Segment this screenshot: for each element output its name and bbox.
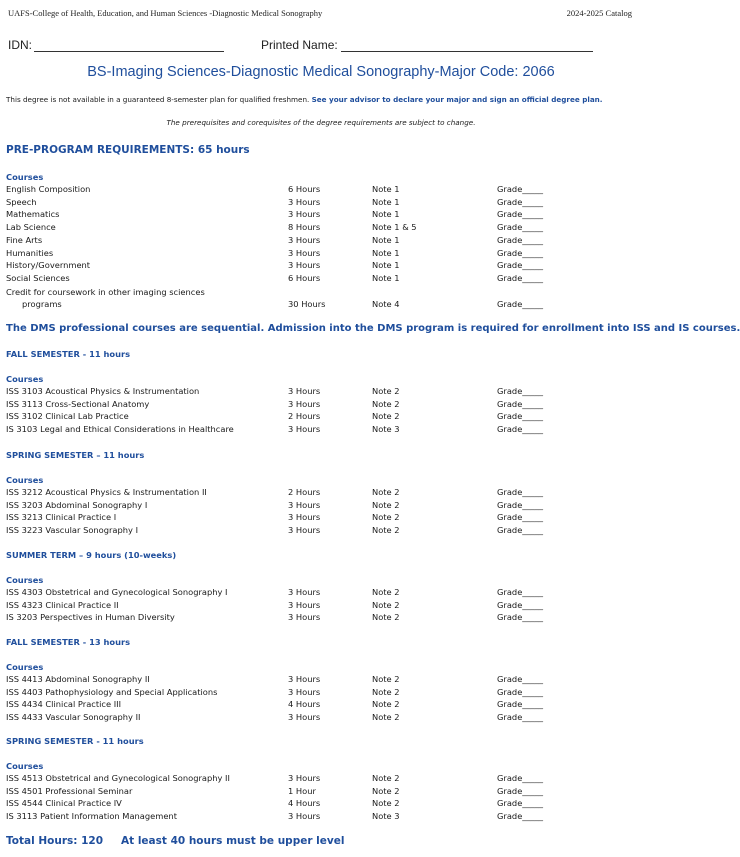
grade-blank: Grade_____ — [497, 247, 544, 258]
printed-name-blank — [341, 51, 593, 52]
course-name: ISS 4403 Pathophysiology and Special Applications — [6, 686, 218, 697]
grade-blank: Grade_____ — [497, 424, 544, 435]
course-hours: 3 Hours — [288, 525, 321, 536]
table-row — [0, 386, 642, 399]
course-hours: 3 Hours — [288, 386, 321, 396]
total-hours: Total Hours: 120 — [6, 835, 104, 847]
table-row — [0, 184, 642, 197]
course-hours: 3 Hours — [288, 209, 321, 220]
grade-blank: Grade_____ — [497, 499, 544, 510]
course-hours: 3 Hours — [288, 512, 321, 523]
grade-blank: Grade_____ — [497, 612, 544, 623]
course-hours: 3 Hours — [288, 773, 321, 783]
grade-blank: Grade_____ — [497, 674, 544, 684]
grade-blank: Grade_____ — [497, 398, 544, 409]
page-title: BS-Imaging Sciences-Diagnostic Medical Sonography-Major Code: 2066 — [87, 64, 555, 80]
course-hours: 3 Hours — [288, 712, 321, 723]
semester-heading: SPRING SEMESTER - 11 hours — [6, 736, 144, 746]
course-note: Note 2 — [372, 798, 400, 809]
grade-blank: Grade_____ — [497, 184, 544, 194]
grade-blank: Grade_____ — [497, 272, 544, 283]
courses-label: Courses — [6, 172, 44, 182]
course-note: Note 2 — [372, 386, 400, 396]
course-hours: 3 Hours — [288, 247, 321, 258]
course-hours: 3 Hours — [288, 398, 321, 409]
grade-blank: Grade_____ — [497, 686, 544, 697]
course-note: Note 2 — [372, 773, 400, 783]
course-hours: 2 Hours — [288, 411, 321, 422]
course-hours: 3 Hours — [288, 499, 321, 510]
table-row — [0, 248, 642, 261]
table-row — [0, 587, 642, 600]
course-hours: 3 Hours — [288, 612, 321, 623]
subject-to-change-note: The prerequisites and corequisites of the degree requirements are subject to change. — [166, 118, 476, 127]
grade-blank: Grade_____ — [497, 512, 544, 523]
table-row — [0, 786, 642, 799]
courses-label: Courses — [6, 662, 44, 672]
course-name: ISS 4303 Obstetrical and Gynecological Sonography I — [6, 587, 228, 597]
course-note: Note 1 — [372, 196, 400, 207]
course-note: Note 3 — [372, 424, 400, 435]
table-row — [0, 712, 642, 725]
table-row — [0, 260, 642, 273]
course-name: ISS 3203 Abdominal Sonography I — [6, 499, 148, 510]
preprogram-heading: PRE-PROGRAM REQUIREMENTS: 65 hours — [6, 144, 250, 156]
course-name: ISS 4544 Clinical Practice IV — [6, 798, 122, 809]
course-hours: 8 Hours — [288, 222, 321, 233]
course-name: Mathematics — [6, 209, 60, 220]
grade-blank: Grade_____ — [497, 798, 544, 809]
catalog-header-year: 2024-2025 Catalog — [566, 8, 632, 18]
course-name: ISS 3113 Cross-Sectional Anatomy — [6, 398, 150, 409]
course-name: Social Sciences — [6, 272, 70, 283]
courses-label: Courses — [6, 575, 44, 585]
course-note: Note 2 — [372, 785, 400, 796]
table-row — [0, 512, 642, 525]
course-hours: 2 Hours — [288, 487, 321, 497]
course-note: Note 1 — [372, 234, 400, 245]
grade-blank: Grade_____ — [497, 260, 544, 271]
table-row — [0, 197, 642, 210]
course-note: Note 2 — [372, 525, 400, 536]
course-name: English Composition — [6, 184, 91, 194]
course-name: Humanities — [6, 247, 54, 258]
course-note: Note 2 — [372, 487, 400, 497]
course-note: Note 2 — [372, 674, 400, 684]
course-hours: 3 Hours — [288, 811, 321, 822]
course-hours: 4 Hours — [288, 699, 321, 710]
course-hours: 3 Hours — [288, 686, 321, 697]
idn-label: IDN: — [8, 38, 32, 52]
course-hours: 3 Hours — [288, 674, 321, 684]
course-hours: 3 Hours — [288, 587, 321, 597]
course-name: programs — [22, 299, 62, 309]
course-note: Note 1 — [372, 260, 400, 271]
course-note: Note 1 — [372, 247, 400, 258]
course-name: ISS 4413 Abdominal Sonography II — [6, 674, 150, 684]
table-row — [0, 209, 642, 222]
courses-label: Courses — [6, 475, 44, 485]
table-row — [0, 222, 642, 235]
semester-heading: FALL SEMESTER - 13 hours — [6, 637, 131, 647]
plan-notice — [6, 95, 636, 104]
course-note: Note 1 — [372, 272, 400, 283]
catalog-header-college: UAFS-College of Health, Education, and Human Sciences -Diagnostic Medical Sonography — [8, 8, 323, 18]
course-hours: 3 Hours — [288, 424, 321, 435]
course-note: Note 2 — [372, 512, 400, 523]
table-row — [0, 773, 642, 786]
course-note: Note 2 — [372, 411, 400, 422]
grade-blank: Grade_____ — [497, 712, 544, 723]
grade-blank: Grade_____ — [497, 196, 544, 207]
grade-blank: Grade_____ — [497, 599, 544, 610]
course-note: Note 2 — [372, 599, 400, 610]
course-hours: 3 Hours — [288, 599, 321, 610]
table-row — [0, 687, 642, 700]
course-note: Note 3 — [372, 811, 400, 822]
course-name: ISS 4434 Clinical Practice III — [6, 699, 122, 710]
course-note: Note 1 — [372, 209, 400, 220]
course-name: ISS 4501 Professional Seminar — [6, 785, 133, 796]
course-note: Note 2 — [372, 587, 400, 597]
sequential-note: The DMS professional courses are sequential. Admission into the DMS program is required for enrollment into ISS and IS courses. — [6, 323, 740, 334]
semester-heading: FALL SEMESTER - 11 hours — [6, 349, 131, 359]
course-hours: 6 Hours — [288, 272, 321, 283]
course-name: ISS 3212 Acoustical Physics & Instrumentation II — [6, 487, 207, 497]
course-note: Note 2 — [372, 499, 400, 510]
course-hours: 3 Hours — [288, 196, 321, 207]
course-name: ISS 3223 Vascular Sonography I — [6, 525, 139, 536]
grade-blank: Grade_____ — [497, 773, 544, 783]
printed-name-label: Printed Name: — [261, 38, 338, 52]
table-row — [0, 699, 642, 712]
table-row — [0, 235, 642, 248]
grade-blank: Grade_____ — [497, 487, 544, 497]
course-name: IS 3103 Legal and Ethical Considerations in Healthcare — [6, 424, 234, 435]
courses-label: Courses — [6, 374, 44, 384]
course-note: Note 2 — [372, 612, 400, 623]
table-row — [0, 600, 642, 613]
grade-blank: Grade_____ — [497, 299, 544, 309]
semester-heading: SPRING SEMESTER – 11 hours — [6, 450, 145, 460]
id-row — [8, 38, 634, 54]
advisor-notice: See your advisor to declare your major and sign an official degree plan. — [311, 95, 603, 104]
course-note: Note 2 — [372, 686, 400, 697]
course-note: Note 2 — [372, 712, 400, 723]
grade-blank: Grade_____ — [497, 209, 544, 220]
table-row — [0, 500, 642, 513]
grade-blank: Grade_____ — [497, 386, 544, 396]
course-name: ISS 3102 Clinical Lab Practice — [6, 411, 129, 422]
footer-totals — [6, 835, 362, 847]
course-note: Note 1 & 5 — [372, 222, 417, 233]
course-name: IS 3203 Perspectives in Human Diversity — [6, 612, 175, 623]
course-hours: 4 Hours — [288, 798, 321, 809]
courses-label: Courses — [6, 761, 44, 771]
plan-notice-text: This degree is not available in a guaranteed 8-semester plan for qualified freshmen. — [6, 95, 312, 104]
course-name: ISS 4323 Clinical Practice II — [6, 599, 119, 610]
course-name: Lab Science — [6, 222, 56, 233]
upper-level-note: At least 40 hours must be upper level — [121, 835, 345, 847]
table-row — [0, 299, 642, 312]
grade-blank: Grade_____ — [497, 411, 544, 422]
course-hours: 6 Hours — [288, 184, 321, 194]
grade-blank: Grade_____ — [497, 525, 544, 536]
grade-blank: Grade_____ — [497, 222, 544, 233]
grade-blank: Grade_____ — [497, 234, 544, 245]
course-name: IS 3113 Patient Information Management — [6, 811, 177, 822]
table-row — [0, 525, 642, 538]
course-hours: 1 Hour — [288, 785, 316, 796]
grade-blank: Grade_____ — [497, 785, 544, 796]
table-row — [0, 399, 642, 412]
course-name: Speech — [6, 196, 37, 207]
idn-blank — [34, 51, 224, 52]
course-name: History/Government — [6, 260, 91, 271]
table-row — [0, 811, 642, 824]
course-hours: 30 Hours — [288, 299, 326, 309]
course-note: Note 2 — [372, 398, 400, 409]
table-row — [0, 612, 642, 625]
course-name: ISS 3213 Clinical Practice I — [6, 512, 117, 523]
course-name: ISS 3103 Acoustical Physics & Instrumentation — [6, 386, 200, 396]
table-row — [0, 411, 642, 424]
course-hours: 3 Hours — [288, 234, 321, 245]
table-row — [0, 674, 642, 687]
course-name: Credit for coursework in other imaging sciences — [6, 287, 205, 297]
course-note: Note 1 — [372, 184, 400, 194]
course-note: Note 4 — [372, 299, 400, 309]
semester-heading: SUMMER TERM – 9 hours (10-weeks) — [6, 550, 177, 560]
grade-blank: Grade_____ — [497, 811, 544, 822]
table-row — [0, 487, 642, 500]
course-name: Fine Arts — [6, 234, 43, 245]
table-row — [0, 273, 642, 286]
table-row — [0, 798, 642, 811]
grade-blank: Grade_____ — [497, 699, 544, 710]
course-name: ISS 4513 Obstetrical and Gynecological Sonography II — [6, 773, 230, 783]
grade-blank: Grade_____ — [497, 587, 544, 597]
table-row — [0, 424, 642, 437]
course-note: Note 2 — [372, 699, 400, 710]
course-name: ISS 4433 Vascular Sonography II — [6, 712, 141, 723]
course-hours: 3 Hours — [288, 260, 321, 271]
